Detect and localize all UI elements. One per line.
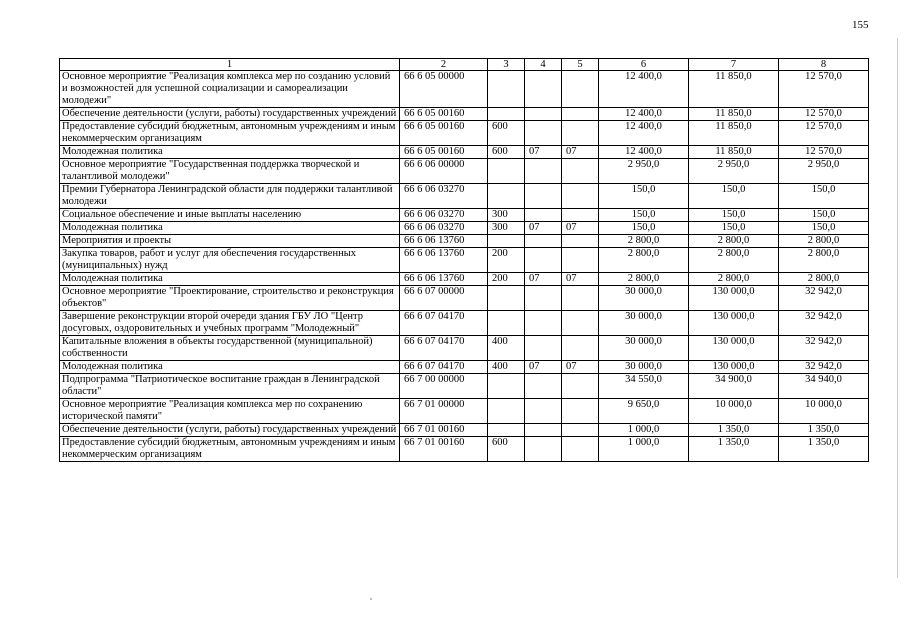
row-code-cell: 66 6 06 13760 (400, 235, 488, 248)
table-row (60, 374, 869, 399)
row-col5-cell (562, 159, 599, 184)
row-col3-cell (488, 311, 525, 336)
row-col6-cell: 30 000,0 (599, 361, 689, 374)
table-row (60, 273, 869, 286)
row-code-cell: 66 6 06 13760 (400, 248, 488, 273)
row-col5-cell (562, 71, 599, 108)
row-code-cell: 66 6 05 00000 (400, 71, 488, 108)
table-row (60, 209, 869, 222)
row-col7-cell: 130 000,0 (689, 311, 779, 336)
row-col7-cell: 130 000,0 (689, 286, 779, 311)
row-col5-cell (562, 248, 599, 273)
table-body (60, 71, 869, 462)
row-col4-cell: 07 (525, 273, 562, 286)
row-col8-cell: 12 570,0 (779, 121, 869, 146)
row-col8-cell: 2 800,0 (779, 273, 869, 286)
row-col3-cell (488, 399, 525, 424)
row-col7-cell: 150,0 (689, 184, 779, 209)
row-col7-cell: 11 850,0 (689, 71, 779, 108)
row-name-cell: Подпрограмма "Патриотическое воспитание граждан в Ленинградской области" (60, 374, 400, 399)
row-col7-cell: 2 800,0 (689, 273, 779, 286)
row-col6-cell: 2 950,0 (599, 159, 689, 184)
row-col8-cell: 32 942,0 (779, 286, 869, 311)
row-col5-cell: 07 (562, 222, 599, 235)
table-row (60, 248, 869, 273)
row-col8-cell: 150,0 (779, 209, 869, 222)
row-col6-cell: 12 400,0 (599, 108, 689, 121)
row-col8-cell: 34 940,0 (779, 374, 869, 399)
row-col5-cell (562, 184, 599, 209)
row-name-cell: Социальное обеспечение и иные выплаты населению (60, 209, 400, 222)
header-cell: 4 (525, 59, 562, 71)
row-col8-cell: 1 350,0 (779, 437, 869, 462)
budget-table (59, 58, 869, 462)
row-col7-cell: 2 800,0 (689, 248, 779, 273)
row-col3-cell: 200 (488, 248, 525, 273)
row-col4-cell (525, 374, 562, 399)
row-name-cell: Предоставление субсидий бюджетным, автономным учреждениям и иным некоммерческим организациям (60, 121, 400, 146)
row-col8-cell: 10 000,0 (779, 399, 869, 424)
header-cell: 3 (488, 59, 525, 71)
header-cell: 7 (689, 59, 779, 71)
row-name-cell: Обеспечение деятельности (услуги, работы) государственных учреждений (60, 424, 400, 437)
row-col5-cell (562, 399, 599, 424)
header-row (60, 59, 869, 71)
row-col6-cell: 150,0 (599, 209, 689, 222)
row-col7-cell: 1 350,0 (689, 437, 779, 462)
row-col6-cell: 12 400,0 (599, 121, 689, 146)
table-row (60, 184, 869, 209)
table-row (60, 399, 869, 424)
row-code-cell: 66 6 07 04170 (400, 336, 488, 361)
row-col5-cell (562, 311, 599, 336)
row-col3-cell: 300 (488, 209, 525, 222)
row-name-cell: Завершение реконструкции второй очереди здания ГБУ ЛО "Центр досуговых, оздоровительных и учебных программ "Молодежный" (60, 311, 400, 336)
row-col3-cell (488, 424, 525, 437)
row-code-cell: 66 6 06 03270 (400, 184, 488, 209)
row-code-cell: 66 6 07 00000 (400, 286, 488, 311)
row-col6-cell: 150,0 (599, 184, 689, 209)
row-col4-cell (525, 71, 562, 108)
row-col3-cell: 600 (488, 437, 525, 462)
row-name-cell: Молодежная политика (60, 222, 400, 235)
row-col6-cell: 12 400,0 (599, 146, 689, 159)
row-col7-cell: 10 000,0 (689, 399, 779, 424)
row-col7-cell: 11 850,0 (689, 121, 779, 146)
row-name-cell: Обеспечение деятельности (услуги, работы) государственных учреждений (60, 108, 400, 121)
row-code-cell: 66 7 01 00160 (400, 437, 488, 462)
row-col7-cell: 150,0 (689, 222, 779, 235)
row-col3-cell: 300 (488, 222, 525, 235)
row-code-cell: 66 6 06 03270 (400, 209, 488, 222)
row-col4-cell (525, 286, 562, 311)
row-name-cell: Молодежная политика (60, 361, 400, 374)
table-row (60, 235, 869, 248)
table-row (60, 121, 869, 146)
row-col4-cell (525, 209, 562, 222)
row-col5-cell (562, 374, 599, 399)
table-row (60, 311, 869, 336)
row-col7-cell: 150,0 (689, 209, 779, 222)
row-col7-cell: 11 850,0 (689, 108, 779, 121)
row-col6-cell: 9 650,0 (599, 399, 689, 424)
row-col4-cell (525, 184, 562, 209)
row-name-cell: Закупка товаров, работ и услуг для обеспечения государственных (муниципальных) нужд (60, 248, 400, 273)
row-col6-cell: 2 800,0 (599, 273, 689, 286)
row-name-cell: Предоставление субсидий бюджетным, автономным учреждениям и иным некоммерческим организациям (60, 437, 400, 462)
row-col5-cell (562, 336, 599, 361)
row-col4-cell (525, 424, 562, 437)
row-col8-cell: 32 942,0 (779, 361, 869, 374)
row-col8-cell: 12 570,0 (779, 108, 869, 121)
row-col3-cell: 600 (488, 121, 525, 146)
table-row (60, 108, 869, 121)
row-col8-cell: 150,0 (779, 184, 869, 209)
row-col4-cell (525, 248, 562, 273)
row-col5-cell (562, 424, 599, 437)
row-col3-cell: 200 (488, 273, 525, 286)
table-row (60, 361, 869, 374)
table-row (60, 71, 869, 108)
row-name-cell: Капитальные вложения в объекты государственной (муниципальной) собственности (60, 336, 400, 361)
row-col3-cell (488, 374, 525, 399)
table-row (60, 336, 869, 361)
row-name-cell: Основное мероприятие "Реализация комплекса мер по созданию условий и возможностей для успешной социализации и самореализации молодежи" (60, 71, 400, 108)
row-col7-cell: 2 800,0 (689, 235, 779, 248)
row-col4-cell (525, 159, 562, 184)
row-col6-cell: 1 000,0 (599, 437, 689, 462)
row-code-cell: 66 6 07 04170 (400, 361, 488, 374)
row-col7-cell: 11 850,0 (689, 146, 779, 159)
row-col6-cell: 30 000,0 (599, 286, 689, 311)
scan-edge (897, 38, 898, 578)
row-col4-cell (525, 399, 562, 424)
row-col3-cell: 600 (488, 146, 525, 159)
row-col5-cell (562, 121, 599, 146)
row-col6-cell: 2 800,0 (599, 248, 689, 273)
row-col4-cell (525, 121, 562, 146)
header-cell: 5 (562, 59, 599, 71)
row-col6-cell: 34 550,0 (599, 374, 689, 399)
row-col7-cell: 130 000,0 (689, 361, 779, 374)
row-code-cell: 66 6 05 00160 (400, 121, 488, 146)
row-col4-cell: 07 (525, 146, 562, 159)
page-number: 155 (852, 19, 869, 31)
row-name-cell: Молодежная политика (60, 273, 400, 286)
scan-speck (370, 598, 372, 600)
row-code-cell: 66 6 06 03270 (400, 222, 488, 235)
row-col7-cell: 130 000,0 (689, 336, 779, 361)
row-col6-cell: 150,0 (599, 222, 689, 235)
row-col5-cell (562, 286, 599, 311)
table-row (60, 159, 869, 184)
row-col3-cell (488, 235, 525, 248)
row-col5-cell: 07 (562, 146, 599, 159)
row-col7-cell: 2 950,0 (689, 159, 779, 184)
header-cell: 2 (400, 59, 488, 71)
row-code-cell: 66 6 05 00160 (400, 108, 488, 121)
row-col3-cell (488, 184, 525, 209)
row-col3-cell (488, 159, 525, 184)
row-name-cell: Мероприятия и проекты (60, 235, 400, 248)
row-code-cell: 66 7 01 00160 (400, 424, 488, 437)
row-code-cell: 66 6 06 00000 (400, 159, 488, 184)
row-col8-cell: 150,0 (779, 222, 869, 235)
row-col8-cell: 12 570,0 (779, 146, 869, 159)
row-name-cell: Премии Губернатора Ленинградской области для поддержки талантливой молодежи (60, 184, 400, 209)
row-col6-cell: 2 800,0 (599, 235, 689, 248)
row-col5-cell (562, 108, 599, 121)
row-code-cell: 66 7 00 00000 (400, 374, 488, 399)
row-col4-cell: 07 (525, 222, 562, 235)
table-row (60, 146, 869, 159)
row-col3-cell: 400 (488, 361, 525, 374)
row-col3-cell (488, 71, 525, 108)
row-col6-cell: 1 000,0 (599, 424, 689, 437)
row-col8-cell: 32 942,0 (779, 311, 869, 336)
row-col6-cell: 30 000,0 (599, 336, 689, 361)
row-col7-cell: 34 900,0 (689, 374, 779, 399)
row-col5-cell (562, 209, 599, 222)
row-name-cell: Основное мероприятие "Государственная поддержка творческой и талантливой молодежи" (60, 159, 400, 184)
header-cell: 6 (599, 59, 689, 71)
row-code-cell: 66 6 05 00160 (400, 146, 488, 159)
row-col4-cell: 07 (525, 361, 562, 374)
row-col5-cell: 07 (562, 273, 599, 286)
row-col8-cell: 2 800,0 (779, 235, 869, 248)
row-code-cell: 66 6 06 13760 (400, 273, 488, 286)
row-col3-cell (488, 108, 525, 121)
header-cell: 1 (60, 59, 400, 71)
row-col4-cell (525, 108, 562, 121)
row-code-cell: 66 7 01 00000 (400, 399, 488, 424)
row-col5-cell (562, 437, 599, 462)
row-col7-cell: 1 350,0 (689, 424, 779, 437)
budget-table-container (59, 58, 868, 462)
row-col4-cell (525, 235, 562, 248)
row-col8-cell: 1 350,0 (779, 424, 869, 437)
header-cell: 8 (779, 59, 869, 71)
row-col3-cell (488, 286, 525, 311)
row-col5-cell: 07 (562, 361, 599, 374)
row-col4-cell (525, 311, 562, 336)
row-code-cell: 66 6 07 04170 (400, 311, 488, 336)
row-col4-cell (525, 437, 562, 462)
row-name-cell: Основное мероприятие "Реализация комплекса мер по сохранению исторической памяти" (60, 399, 400, 424)
table-row (60, 222, 869, 235)
row-col3-cell: 400 (488, 336, 525, 361)
row-name-cell: Молодежная политика (60, 146, 400, 159)
row-col8-cell: 2 800,0 (779, 248, 869, 273)
row-col6-cell: 12 400,0 (599, 71, 689, 108)
row-name-cell: Основное мероприятие "Проектирование, строительство и реконструкция объектов" (60, 286, 400, 311)
row-col4-cell (525, 336, 562, 361)
row-col8-cell: 12 570,0 (779, 71, 869, 108)
row-col5-cell (562, 235, 599, 248)
row-col8-cell: 32 942,0 (779, 336, 869, 361)
table-row (60, 286, 869, 311)
row-col8-cell: 2 950,0 (779, 159, 869, 184)
row-col6-cell: 30 000,0 (599, 311, 689, 336)
table-row (60, 437, 869, 462)
table-row (60, 424, 869, 437)
